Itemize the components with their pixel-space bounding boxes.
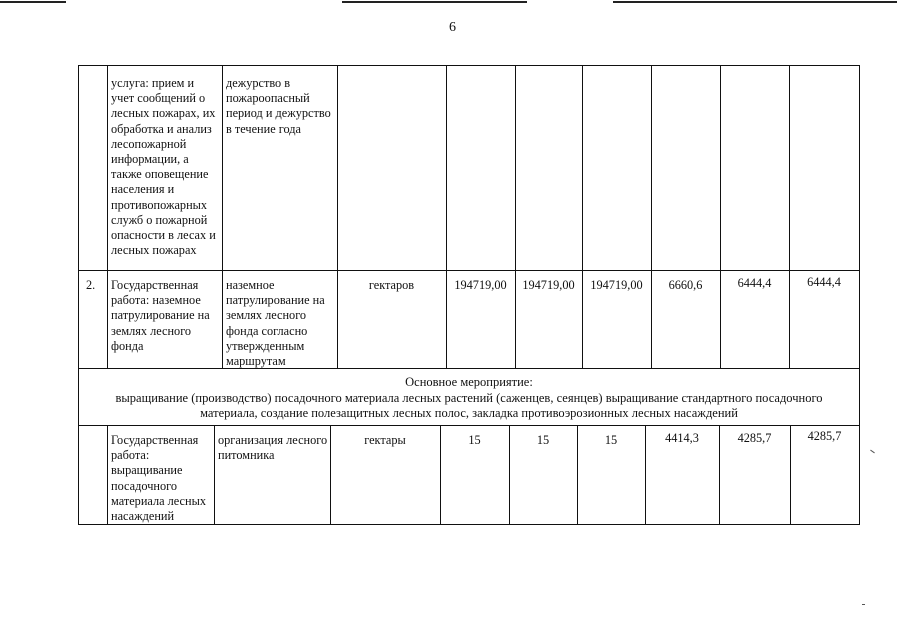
work-content-cell: организация лесного питомника (218, 433, 328, 463)
work-content-cell: наземное патрулирование на землях лесного фонда согласно утвержденным маршрутам (226, 278, 325, 369)
value-cell: 4414,3 (665, 431, 699, 445)
unit-cell: гектары (364, 433, 406, 447)
section-title: Основное мероприятие: (405, 375, 533, 389)
service-name-cell: услуга: прием и учет сообщений о лесных пожарах, их обработка и анализ лесопожарной информации, а также оповещение населения и противопожарных служб о пожарной опасности в лесах и лесных пожарах (111, 76, 216, 258)
row-divider (78, 425, 860, 426)
column-divider (107, 425, 108, 525)
row-divider (78, 270, 860, 271)
column-divider (582, 65, 583, 369)
page-number: 6 (449, 20, 456, 35)
value-cell: 6444,4 (737, 276, 772, 290)
top-rule-right (613, 1, 897, 3)
value-cell: 4285,7 (737, 431, 772, 445)
value-cell: 6444,4 (807, 275, 841, 289)
table-border-right (859, 65, 860, 525)
row-divider (78, 368, 860, 369)
table-border-top (78, 65, 860, 66)
scan-mark (870, 450, 875, 454)
service-name-cell: Государственная работа: наземное патрулирование на землях лесного фонда (111, 278, 210, 353)
column-divider (107, 65, 108, 369)
section-description-line-2: материала, создание полезащитных лесных полос, закладка противоэрозионных лесных насаждений (200, 406, 738, 420)
column-divider (222, 65, 223, 369)
column-divider (515, 65, 516, 369)
value-cell: 194719,00 (454, 278, 507, 292)
value-cell: 15 (536, 433, 550, 447)
scan-mark (862, 604, 865, 605)
value-cell: 15 (468, 433, 481, 447)
value-cell: 15 (604, 433, 618, 447)
value-cell: 194719,00 (590, 278, 643, 292)
column-divider (789, 65, 790, 369)
top-rule-left (0, 1, 66, 3)
section-header (78, 375, 860, 422)
column-divider (720, 65, 721, 369)
value-cell: 194719,00 (522, 278, 575, 292)
top-rule-middle (342, 1, 527, 3)
value-cell: 4285,7 (807, 429, 842, 443)
value-cell: 6660,6 (668, 278, 703, 292)
table-border-left (78, 65, 79, 525)
column-divider (214, 425, 215, 525)
column-divider (651, 65, 652, 369)
row-number-cell: 2. (86, 278, 96, 292)
column-divider (446, 65, 447, 369)
section-description-line-1: выращивание (производство) посадочного материала лесных растений (саженцев, сеянцев) выращивание стандартного посадочного (115, 390, 823, 405)
work-content-cell: дежурство в пожароопасный период и дежурство в течение года (226, 76, 331, 136)
service-name-cell: Государственная работа: выращивание посадочного материала лесных насаждений (111, 433, 206, 524)
column-divider (337, 65, 338, 369)
unit-cell: гектаров (368, 278, 415, 292)
